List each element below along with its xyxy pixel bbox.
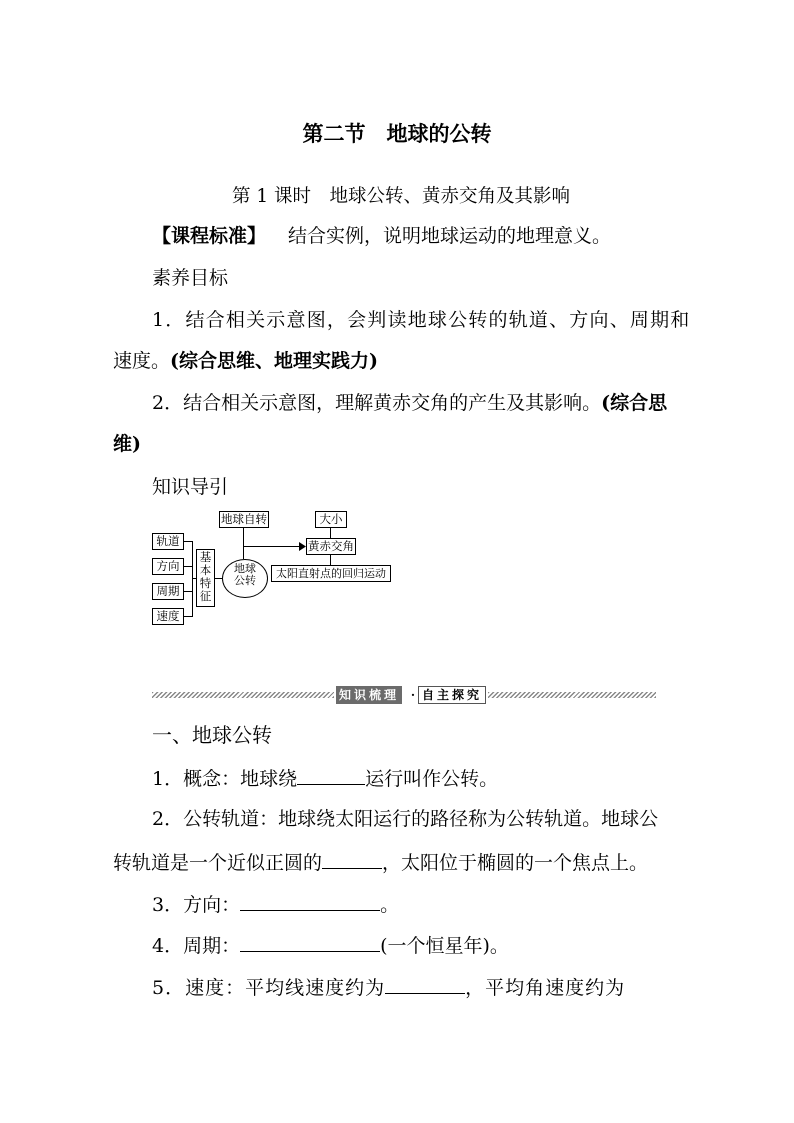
curriculum-label: 【课程标准】 [152, 225, 267, 247]
bracket-line [183, 591, 192, 592]
fill-blank[interactable] [322, 851, 382, 869]
size-box: 大小 [315, 511, 347, 528]
goal-1-competency: (综合思维、地理实践力) [170, 350, 378, 372]
banner-hatch-right [488, 692, 656, 698]
item-2-suffix: ，太阳位于椭圆的一个焦点上。 [382, 852, 649, 874]
section-title: 第二节 地球的公转 [302, 121, 492, 146]
item-3-prefix: 3．方向： [152, 894, 241, 916]
curriculum-text: 结合实例，说明地球运动的地理意义。 [288, 225, 612, 247]
goal-2-text: 2．结合相关示意图，理解黄赤交角的产生及其影响。 [152, 392, 602, 414]
goal-2-line-2: 维) [113, 433, 141, 455]
item-1-prefix: 1．概念：地球绕 [152, 768, 298, 790]
fill-blank[interactable] [240, 934, 380, 952]
item-5 [152, 976, 625, 998]
arrow-line [244, 546, 300, 547]
goal-1-text: 速度。 [113, 350, 171, 372]
basic-features-box: 基本特征 [196, 549, 215, 607]
fill-blank[interactable] [240, 893, 380, 911]
feature-speed-box: 速度 [152, 608, 184, 625]
guide-heading: 知识导引 [152, 476, 229, 498]
item-3 [152, 893, 399, 915]
banner-hatch-left [152, 692, 334, 698]
goal-1-line-2 [113, 351, 378, 371]
goal-1-line-1: 1．结合相关示意图，会判读地球公转的轨道、方向、周期和 [152, 309, 691, 331]
item-2-prefix: 转轨道是一个近似正圆的 [113, 852, 323, 874]
item-1-suffix: 运行叫作公转。 [365, 768, 499, 790]
item-1 [152, 767, 498, 789]
item-3-suffix: 。 [380, 894, 400, 916]
bracket-line [183, 616, 192, 617]
part-1-heading: 一、地球公转 [152, 723, 272, 747]
bracket-line [192, 541, 193, 617]
fill-blank[interactable] [297, 767, 365, 785]
curriculum-standard [152, 226, 611, 246]
banner-dot: · [410, 688, 416, 702]
item-5-suffix: ，平均角速度约为 [465, 977, 626, 999]
connector-line [330, 554, 331, 565]
arrow-head-icon [299, 542, 307, 551]
goal-2-competency: (综合思 [601, 392, 668, 414]
banner-light-label: 自主探究 [418, 686, 486, 704]
feature-period-box: 周期 [152, 583, 184, 600]
bracket-line [183, 541, 192, 542]
item-2-line-2 [113, 851, 648, 873]
item-4 [152, 934, 509, 956]
item-5-prefix: 5．速度：平均线速度约为 [152, 977, 386, 999]
bracket-line [183, 566, 192, 567]
banner-dark-label: 知识梳理 [336, 686, 402, 704]
obliquity-box: 黄赤交角 [308, 539, 354, 553]
feature-direction-box: 方向 [152, 558, 184, 575]
item-2-line-1: 2．公转轨道：地球绕太阳运行的路径称为公转轨道。地球公 [152, 808, 659, 830]
feature-orbit-box: 轨道 [152, 533, 184, 550]
solar-migration-box: 太阳直射点的回归运动 [271, 565, 391, 582]
literacy-heading: 素养目标 [152, 267, 229, 289]
connector-line [243, 527, 244, 559]
connector-line [330, 527, 331, 538]
goal-2-line-1 [152, 393, 667, 413]
item-4-suffix: (一个恒星年)。 [380, 935, 509, 957]
earth-rotation-box: 地球自转 [221, 512, 267, 526]
item-4-prefix: 4．周期： [152, 935, 241, 957]
earth-revolution-ellipse: 地球 公转 [222, 559, 268, 598]
lesson-title: 第 1 课时 地球公转、黄赤交角及其影响 [232, 186, 571, 207]
connector-line [214, 578, 222, 579]
fill-blank[interactable] [385, 976, 465, 994]
